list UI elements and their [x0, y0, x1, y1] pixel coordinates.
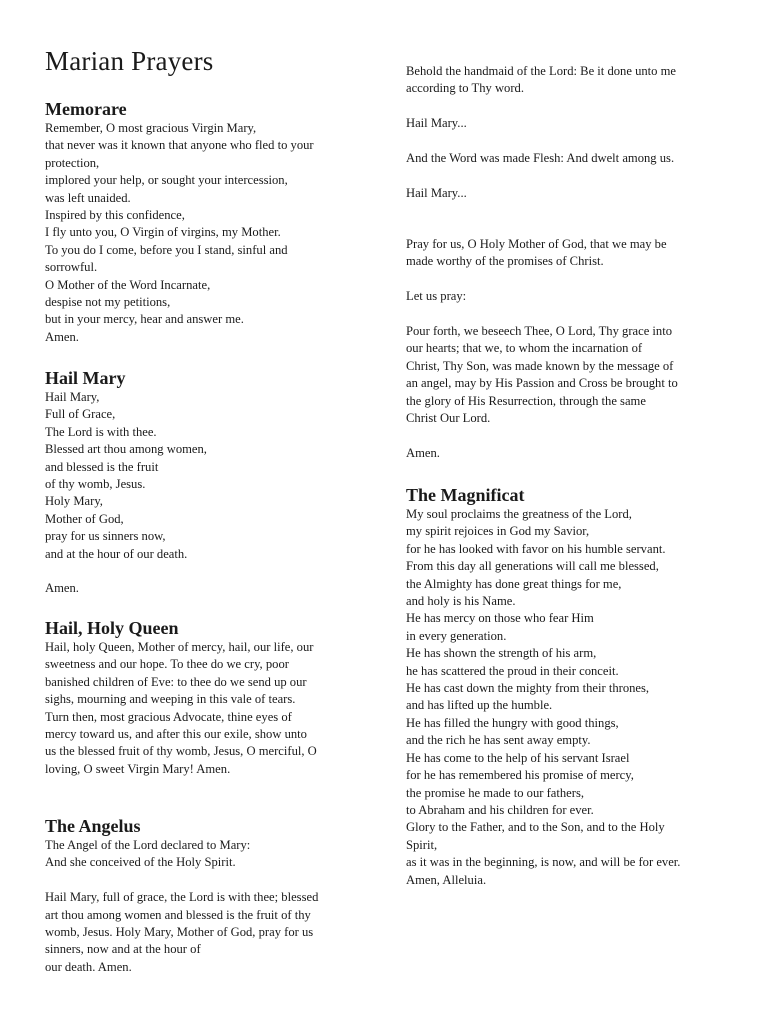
- text-line: sweetness and our hope. To thee do we cry, poor: [45, 657, 289, 672]
- text-line: Pour forth, we beseech Thee, O Lord, Thy grace into: [406, 324, 673, 339]
- text-line: Hail Mary,: [45, 390, 100, 404]
- text-line: Holy Mary,: [45, 494, 103, 509]
- text-line: was left unaided.: [45, 190, 131, 205]
- text-line: an angel, may by His Passion and Cross be brought to: [406, 376, 678, 391]
- text-line: Hail Mary...: [406, 116, 467, 131]
- text-line: Christ, Thy Son, was made known by the message of: [406, 358, 674, 373]
- hail-mary-text: [45, 389, 365, 598]
- text-line: made worthy of the promises of Christ.: [406, 254, 604, 269]
- text-line: Let us pray:: [406, 289, 467, 304]
- text-line: us the blessed fruit of thy womb, Jesus, O merciful, O: [45, 744, 317, 759]
- text-line: pray for us sinners now,: [45, 529, 166, 544]
- memorare-section: [45, 98, 365, 346]
- text-line: He has come to the help of his servant Israel: [406, 750, 630, 765]
- text-line: to Abraham and his children for ever.: [406, 802, 594, 817]
- text-line: for he has looked with favor on his humble servant.: [406, 541, 666, 556]
- text-line: as it was in the beginning, is now, and will be for ever.: [406, 855, 681, 870]
- text-line: He has shown the strength of his arm,: [406, 646, 597, 661]
- text-line: according to Thy word.: [406, 81, 524, 96]
- text-line: Inspired by this confidence,: [45, 208, 185, 223]
- text-line: Christ Our Lord.: [406, 411, 491, 426]
- text-line: mercy toward us, and after this our exile, show unto: [45, 727, 307, 742]
- text-line: but in your mercy, hear and answer me.: [45, 312, 244, 327]
- text-line: Pray for us, O Holy Mother of God, that we may be: [406, 237, 667, 251]
- angelus-continued-a: [406, 63, 731, 202]
- text-line: Glory to the Father, and to the Son, and to the Holy: [406, 820, 665, 835]
- text-line: Remember, O most gracious Virgin Mary,: [45, 121, 257, 135]
- text-line: Hail Mary...: [406, 185, 467, 200]
- text-line: Full of Grace,: [45, 407, 116, 422]
- text-line: [45, 563, 365, 580]
- text-line: my spirit rejoices in God my Savior,: [406, 524, 590, 539]
- text-line: the Almighty has done great things for me,: [406, 576, 622, 591]
- text-line: The Lord is with thee.: [45, 424, 157, 439]
- text-line: protection,: [45, 155, 100, 170]
- text-line: Turn then, most gracious Advocate, thine eyes of: [45, 709, 292, 724]
- magnificat-text: [406, 506, 731, 889]
- text-line: Amen.: [45, 329, 79, 344]
- text-line: [406, 133, 731, 150]
- text-line: and at the hour of our death.: [45, 546, 188, 561]
- text-line: [406, 98, 731, 115]
- text-line: Behold the handmaid of the Lord: Be it done unto me: [406, 64, 677, 78]
- text-line: our hearts; that we, to whom the incarnation of: [406, 341, 643, 356]
- text-line: of thy womb, Jesus.: [45, 477, 146, 492]
- memorare-heading: Memorare: [45, 99, 127, 119]
- text-line: sinners, now and at the hour of: [45, 942, 201, 957]
- text-line: Hail, holy Queen, Mother of mercy, hail, our life, our: [45, 640, 314, 654]
- angelus-text: [45, 837, 365, 976]
- text-line: My soul proclaims the greatness of the Lord,: [406, 507, 632, 521]
- text-line: And she conceived of the Holy Spirit.: [45, 855, 236, 870]
- text-line: I fly unto you, O Virgin of virgins, my Mother.: [45, 225, 281, 240]
- text-line: he has scattered the proud in their conceit.: [406, 663, 619, 678]
- hail-holy-queen-section: [45, 617, 365, 778]
- text-line: He has mercy on those who fear Him: [406, 611, 594, 626]
- angelus-heading: The Angelus: [45, 816, 141, 836]
- text-line: He has cast down the mighty from their thrones,: [406, 681, 650, 696]
- text-line: the promise he made to our fathers,: [406, 785, 585, 800]
- text-line: our death. Amen.: [45, 959, 132, 974]
- text-line: implored your help, or sought your intercession,: [45, 173, 288, 188]
- text-line: He has filled the hungry with good things,: [406, 715, 619, 730]
- memorare-text: [45, 120, 365, 346]
- text-line: Blessed art thou among women,: [45, 442, 207, 457]
- text-line: the glory of His Resurrection, through the same: [406, 393, 646, 408]
- angelus-continued-text-a: [406, 63, 731, 202]
- text-line: in every generation.: [406, 628, 507, 643]
- hail-mary-section: [45, 367, 365, 598]
- text-line: loving, O sweet Virgin Mary! Amen.: [45, 761, 231, 776]
- text-line: From this day all generations will call me blessed,: [406, 559, 659, 574]
- magnificat-heading: The Magnificat: [406, 485, 525, 505]
- text-line: [45, 872, 365, 889]
- angelus-continued-b: [406, 236, 731, 462]
- angelus-section: [45, 815, 365, 976]
- angelus-continued-text-b: [406, 236, 731, 462]
- text-line: for he has remembered his promise of mercy,: [406, 768, 634, 783]
- text-line: To you do I come, before you I stand, sinful and: [45, 242, 288, 257]
- text-line: The Angel of the Lord declared to Mary:: [45, 838, 251, 852]
- text-line: Mother of God,: [45, 511, 124, 526]
- text-line: O Mother of the Word Incarnate,: [45, 277, 211, 292]
- hail-holy-queen-heading: Hail, Holy Queen: [45, 618, 179, 638]
- text-line: Spirit,: [406, 837, 438, 852]
- text-line: [406, 306, 731, 323]
- hail-holy-queen-text: [45, 639, 365, 778]
- text-line: womb, Jesus. Holy Mary, Mother of God, pray for us: [45, 925, 314, 940]
- text-line: Amen.: [45, 581, 79, 596]
- text-line: art thou among women and blessed is the fruit of thy: [45, 907, 311, 922]
- text-line: and has lifted up the humble.: [406, 698, 553, 713]
- text-line: Amen.: [406, 445, 440, 460]
- magnificat-section: [406, 484, 731, 889]
- text-line: sighs, mourning and weeping in this vale of tears.: [45, 692, 296, 707]
- page-title: Marian Prayers: [45, 46, 214, 76]
- text-line: banished children of Eve: to thee do we send up our: [45, 674, 307, 689]
- text-line: and holy is his Name.: [406, 594, 516, 609]
- text-line: and the rich he has sent away empty.: [406, 733, 591, 748]
- text-line: [406, 427, 731, 444]
- text-line: sorrowful.: [45, 260, 98, 275]
- hail-mary-heading: Hail Mary: [45, 368, 126, 388]
- text-line: Hail Mary, full of grace, the Lord is with thee; blessed: [45, 890, 319, 905]
- text-line: Amen, Alleluia.: [406, 872, 487, 887]
- text-line: despise not my petitions,: [45, 295, 171, 310]
- text-line: that never was it known that anyone who fled to your: [45, 138, 314, 153]
- text-line: [406, 271, 731, 288]
- text-line: And the Word was made Flesh: And dwelt among us.: [406, 151, 675, 166]
- text-line: and blessed is the fruit: [45, 459, 159, 474]
- text-line: [406, 167, 731, 184]
